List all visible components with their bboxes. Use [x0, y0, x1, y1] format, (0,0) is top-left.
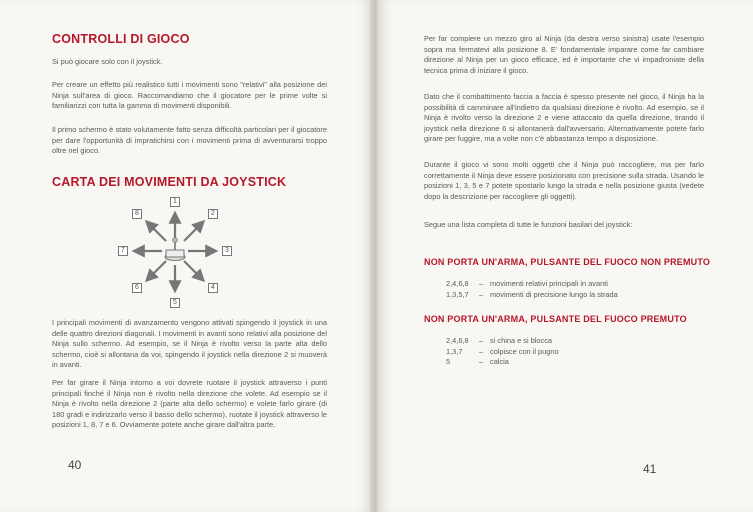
right-page: [378, 0, 753, 512]
direction-label-8: 8: [132, 209, 142, 219]
paragraph: Segue una lista completa di tutte le funzioni basilari del joystick:: [424, 220, 633, 229]
list-item: 2,4,6,8 – si china e si blocca: [446, 336, 553, 345]
arrow-down-left: [148, 261, 166, 279]
direction-label-3: 3: [222, 246, 232, 256]
direction-label-4: 4: [208, 283, 218, 293]
paragraph: I principali movimenti di avanzamento vengono attivati spingendo il joystick in una delle quattro direzioni diagonali. I movimenti in avanti sono relativi alla posizione del Ninja sullo schermo. Ad esempio, se il Ninja è rivolto verso la parte alta dello schermo, cioè si allontana da voi, spingendo il joystick nella direzione 2 si muoverà in avanti.: [52, 318, 327, 370]
page-number: 41: [643, 462, 657, 476]
joystick-arrows: [110, 193, 240, 313]
heading-controlli: CONTROLLI DI GIOCO: [52, 32, 190, 46]
function-list-1: [446, 279, 618, 300]
paragraph: Dato che il combattimento faccia a faccia è spesso presente nel gioco, il Ninja ha la possibilità di camminare all'indietro da qualsiasi direzione è rivolto. Ad esempio, se il Ninja è rivolto verso la direzione 2 e viene attaccato da quella direzione, tirando il joystick nella direzione 6 si allontanerà dall'avversario. Alternativamente potete farlo girare per fuggire, ma a volte non c'è abbastanza tempo a disposizione.: [424, 92, 704, 144]
arrow-up-left: [148, 223, 166, 241]
direction-label-6: 6: [132, 283, 142, 293]
joystick-icon: [165, 238, 185, 261]
arrow-up-right: [184, 223, 202, 241]
paragraph: Per far compiere un mezzo giro al Ninja (da destra verso sinistra) usate l'esempio sopra ma fermatevi alla posizione 8. E' fondamentale imparare come far cambiare direzione al Ninja per un gioco efficace, ed è importante che vi impadroniate della tecnica prima di iniziare il gioco.: [424, 34, 704, 75]
paragraph: Per far girare il Ninja intorno a voi dovrete ruotare il joystick attraverso i punti principali finché il Ninja non è rivolto nella direzione che volete. Ad esempio se il Ninja è rivolto nella direzione 2 (parte alta dello schermo) e volete farlo girare (di 180 gradi e indirizzarlo verso il basso dello schermo), ruotate il joystick attraverso le posizioni 1, 8, 7 e 6. Ovviamente potete anche girare dall'altra parte.: [52, 378, 327, 430]
paragraph: Per creare un effetto più realistico tutti i movimenti sono "relativi" alla posizione dei Ninja sull'area di gioco. Raccomandiamo che il giocatore per le prime volte si familiarizzi con tutta la gamma di movimenti disponibili.: [52, 80, 327, 111]
paragraph: Il primo schermo è stato volutamente fatto senza difficoltà particolari per il giocatore per dare l'opportunità di impratichirsi con i movimenti prima di avventurarsi troppo oltre nel gioco.: [52, 125, 327, 156]
joystick-diagram: [110, 193, 240, 313]
list-item: 1,3,5,7 – movimenti di precisione lungo la strada: [446, 289, 618, 299]
arrow-down-right: [184, 261, 202, 279]
direction-label-7: 7: [118, 246, 128, 256]
paragraph: Durante il gioco vi sono molti oggetti che il Ninja può raccogliere, ma per farlo correttamente il Ninja deve essere posizionato con precisione sulla strada. Usando le posizioni 1, 3, 5 e 7 potete spostarlo lungo la strada e nella posizione giusta (vedete dopo la descrizione per raccogliere gli oggetti).: [424, 160, 704, 201]
function-list-2: [446, 336, 559, 368]
paragraph: Si può giocare solo con il joystick.: [52, 57, 163, 66]
heading-carta-movimenti: CARTA DEI MOVIMENTI DA JOYSTICK: [52, 175, 287, 189]
heading-fuoco-non-premuto: NON PORTA UN'ARMA, PULSANTE DEL FUOCO NON PREMUTO: [424, 257, 711, 267]
direction-label-5: 5: [170, 298, 180, 308]
list-item: 5 – calcia: [446, 357, 509, 366]
left-page: [0, 0, 372, 512]
list-item: 2,4,6,8 – movimenti relativi principali in avanti: [446, 279, 608, 288]
page-number: 40: [68, 458, 82, 472]
direction-label-1: 1: [170, 197, 180, 207]
heading-fuoco-premuto: NON PORTA UN'ARMA, PULSANTE DEL FUOCO PREMUTO: [424, 314, 687, 324]
direction-label-2: 2: [208, 209, 218, 219]
list-item: 1,3,7 – colpisce con il pugno: [446, 346, 559, 356]
